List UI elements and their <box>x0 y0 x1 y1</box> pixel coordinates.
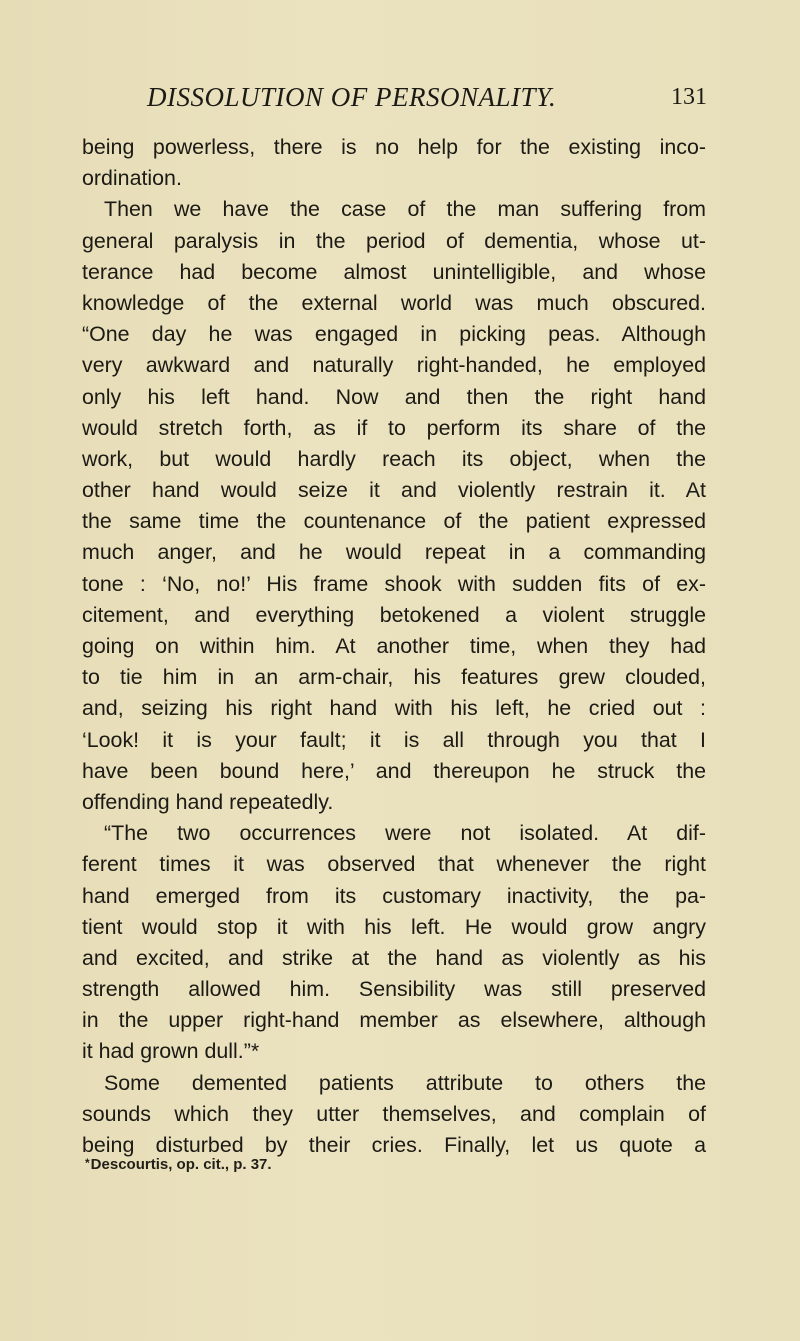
text-line: other hand would seize it and violently restrain it. At <box>82 478 706 503</box>
text-line: citement, and everything betokened a violent struggle <box>82 602 706 627</box>
text-line: “One day he was engaged in picking peas. Although <box>82 322 706 347</box>
text-line: terance had become almost unintelligible, and whose <box>82 259 706 284</box>
text-line: would stretch forth, as if to perform its share of the <box>82 415 706 440</box>
text-line: Some demented patients attribute to others the <box>104 1070 706 1095</box>
text-line: have been bound here,’ and thereupon he struck the <box>82 758 706 783</box>
text-line: to tie him in an arm-chair, his features grew clouded, <box>82 665 706 690</box>
text-line: only his left hand. Now and then the right hand <box>82 384 706 409</box>
text-line: “The two occurrences were not isolated. At dif- <box>104 821 706 846</box>
page-number: 131 <box>671 84 707 110</box>
text-line: general paralysis in the period of dementia, whose ut- <box>82 228 706 253</box>
footnote-mark: * <box>85 1156 90 1170</box>
text-line: sounds which they utter themselves, and complain of <box>82 1101 706 1126</box>
text-line: and, seizing his right hand with his left, he cried out : <box>82 696 706 721</box>
footnote-text: Descourtis, op. cit., p. 37. <box>90 1156 272 1173</box>
body-text <box>82 132 706 1161</box>
running-title: DISSOLUTION OF PERSONALITY. <box>147 82 557 112</box>
text-line: being disturbed by their cries. Finally, let us quote a <box>82 1133 706 1157</box>
text-line: being powerless, there is no help for the existing inco- <box>82 135 706 159</box>
text-line: the same time the countenance of the patient expressed <box>82 509 706 534</box>
text-line: tient would stop it with his left. He would grow angry <box>82 914 706 939</box>
text-line: hand emerged from its customary inactivity, the pa- <box>82 883 706 908</box>
text-line: Then we have the case of the man suffering from <box>104 197 706 222</box>
running-head <box>147 82 707 122</box>
text-line: ‘Look! it is your fault; it is all through you that I <box>82 727 706 752</box>
text-line: ferent times it was observed that whenever the right <box>82 852 706 877</box>
text-line: ordination. <box>82 166 182 191</box>
text-line: work, but would hardly reach its object, when the <box>82 446 706 471</box>
text-line: offending hand repeatedly. <box>82 789 334 814</box>
text-line: it had grown dull.”* <box>82 1039 260 1064</box>
text-line: in the upper right-hand member as elsewhere, although <box>82 1008 706 1033</box>
text-line: and excited, and strike at the hand as violently as his <box>82 945 706 970</box>
text-line: very awkward and naturally right-handed, he employed <box>82 353 706 378</box>
text-line: knowledge of the external world was much obscured. <box>82 290 706 315</box>
text-line: strength allowed him. Sensibility was still preserved <box>82 977 706 1002</box>
text-line: tone : ‘No, no!’ His frame shook with sudden fits of ex- <box>82 571 706 596</box>
text-line: going on within him. At another time, when they had <box>82 634 706 658</box>
footnote <box>85 1156 272 1173</box>
text-line: much anger, and he would repeat in a commanding <box>82 540 706 565</box>
